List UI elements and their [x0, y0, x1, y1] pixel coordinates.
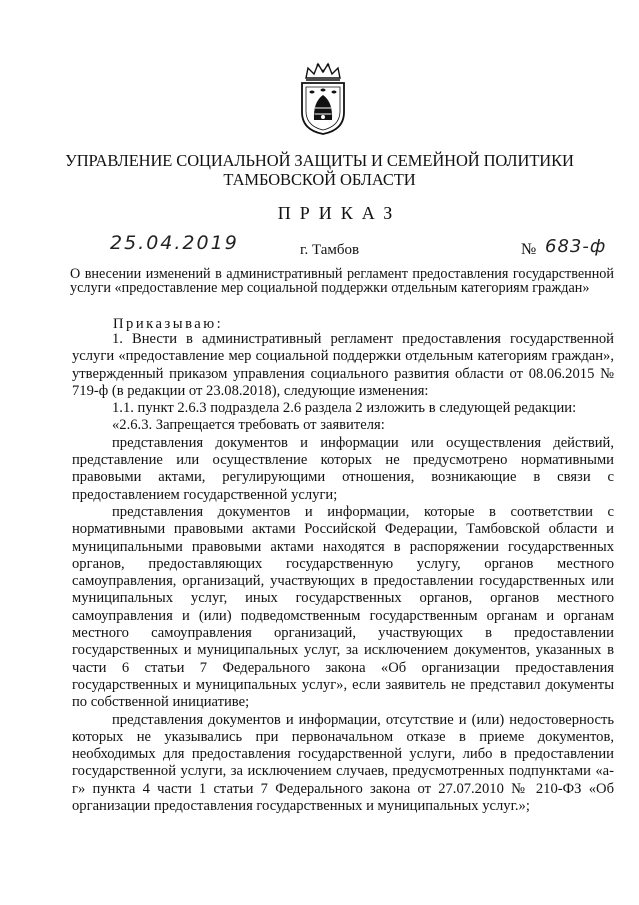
document-title: ПРИКАЗ [277, 203, 402, 223]
paragraph: представления документов и информации, которые в соответствии с нормативными правовыми актами Российской Федерации, Тамбовской области и муниципальными правовыми актами находятся в распоряжении государственных органов, предоставляющих государственную услугу, органов местного самоуправления, организаций, участвующих в предоставлении государственных или муниципальных услуг, иных государственных органов, органов местного самоуправления и (или) подведомственным государственным органам и органам местного самоуправления организаций, участвующих в предоставлении государственных и муниципальных услуг, за исключением документов, указанных в части 6 статьи 7 Федерального закона «Об организации предоставления государственных и муниципальных услуг», если заявитель не представил документы по собственной инициативе; [72, 503, 614, 711]
document-subject: О внесении изменений в административный регламент предоставления государственной услуги «предоставление мер социальной поддержки отдельным категориям граждан» [70, 266, 614, 296]
document-number: 683-ф [545, 236, 607, 257]
coat-of-arms-icon [294, 62, 352, 136]
paragraph: представления документов и информации или осуществления действий, представление или осуществление которых не предусмотрено нормативными правовыми актами, регулирующими отношения, возникающие в связи с предоставлением государственной услуги; [72, 434, 614, 503]
document-body [72, 331, 614, 815]
paragraph: представления документов и информации, отсутствие и (или) недостоверность которых не указывались при первоначальном отказе в приеме документов, необходимых для предоставления государственной услуги, либо в предоставлении государственной услуги, за исключением случаев, предусмотренных подпунктами «а-г» пункта 4 части 1 статьи 7 Федерального закона от 27.07.2010 № 210-ФЗ «Об организации предоставления государственных и муниципальных услуг.»; [72, 711, 614, 815]
organization-name: УПРАВЛЕНИЕ СОЦИАЛЬНОЙ ЗАЩИТЫ И СЕМЕЙНОЙ ПОЛИТИКИ [65, 151, 574, 170]
paragraph: «2.6.3. Запрещается требовать от заявителя: [112, 417, 385, 434]
organization-region: ТАМБОВСКОЙ ОБЛАСТИ [223, 170, 416, 189]
document-city: г. Тамбов [300, 242, 360, 258]
paragraph: 1. Внести в административный регламент предоставления государственной услуги «предоставление мер социальной поддержки отдельным категориям граждан», утвержденный приказом управления социального развития области от 08.06.2015 № 719-ф (в редакции от 23.08.2018), следующие изменения: [72, 331, 614, 399]
order-heading: Приказываю: [113, 316, 224, 332]
document-number-label: № [521, 241, 537, 258]
paragraph: 1.1. пункт 2.6.3 подраздела 2.6 раздела 2 изложить в следующей редакции: [112, 400, 577, 417]
document-date: 25.04.2019 [110, 232, 239, 254]
